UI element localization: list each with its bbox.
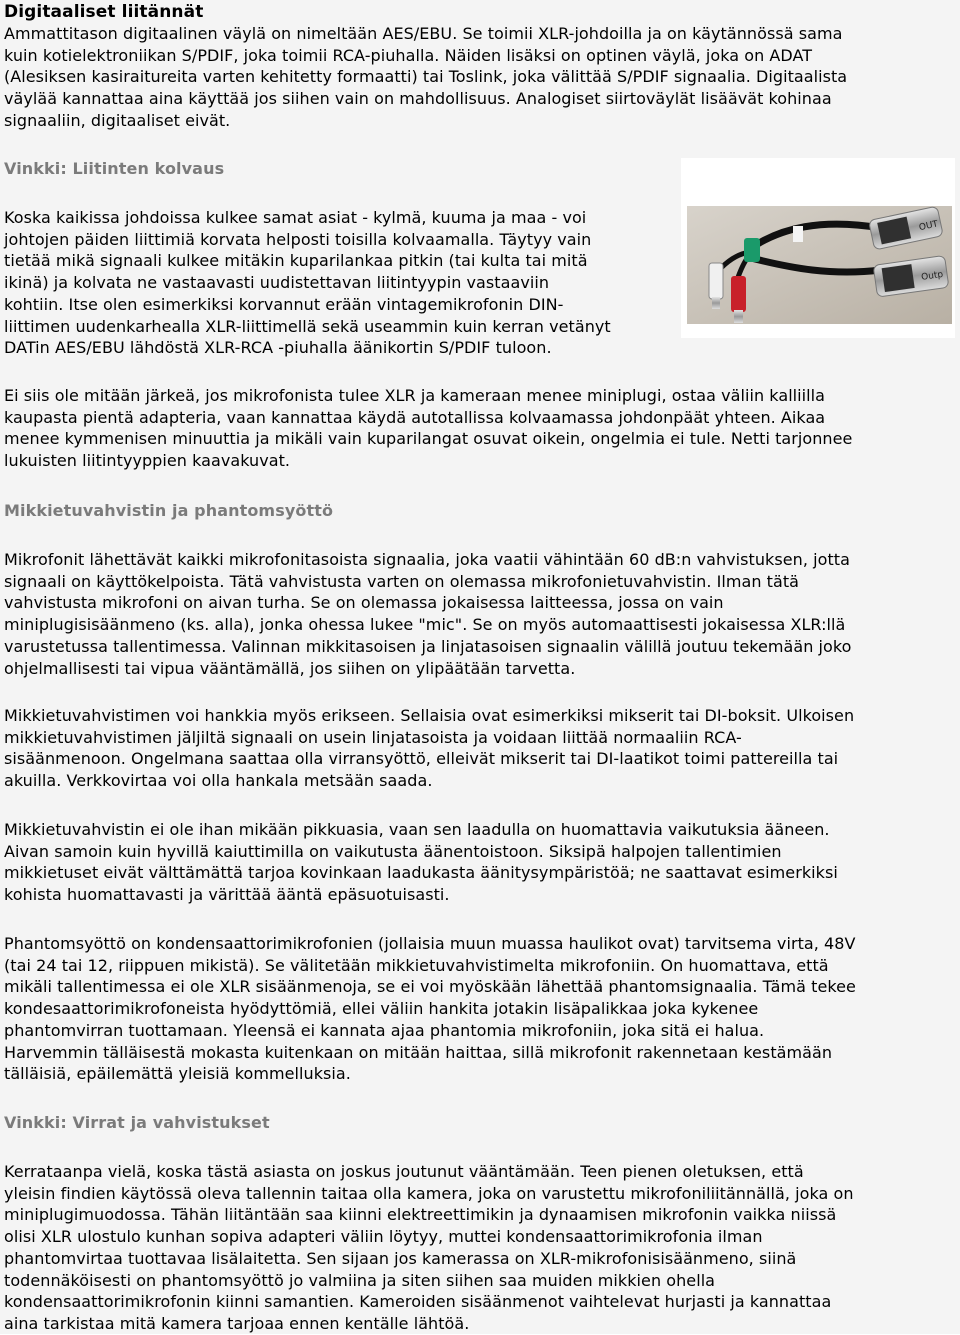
tip-title-power: Vinkki: Virrat ja vahvistukset xyxy=(4,1113,270,1132)
rca-plug-red xyxy=(731,276,746,312)
paragraph-preamp-2: Mikkietuvahvistimen voi hankkia myös erikseen. Sellaisia ovat esimerkiksi mikserit tai DI-boksit. Ulkoisen mikkietuvahvistimen jäljiltä signaali on usein linjatasoista ja voidaan liittää normaaliin RCA- sisäänmenoon. Ongelmana saattaa olla virransyöttö, elleivät mikserit tai DI-laatikot toimi pattereilla tai akuilla. Verkkovirtaa voi olla hankala metsään saada. xyxy=(4,706,855,791)
paragraph-soldering-2: Ei siis ole mitään järkeä, jos mikrofonista tulee XLR ja kameraan menee miniplugi, ostaa väliin kalliilla kaupasta pientä adapteria, vaan kannattaa käydä autotallissa kolvaamassa johdonpäät yhteen. Aikaa menee kymmenisen minuuttia ja mikäli vain kuparilangat osuvat oikein, ongelmia ei tule. Netti tarjonnee lukuisten liitintyyppien kaavakuvat. xyxy=(4,386,853,471)
rca-pin-red xyxy=(734,310,743,323)
xlr-label-lower: Outp xyxy=(920,269,944,283)
tip-title-soldering: Vinkki: Liitinten kolvaus xyxy=(4,159,225,178)
cable-image xyxy=(681,158,955,338)
green-splitter xyxy=(744,238,760,262)
xlr-rca-cable-photo xyxy=(681,158,955,338)
paragraph-preamp-1: Mikrofonit lähettävät kaikki mikrofonitasoista signaalia, joka vaatii vähintään 60 dB:n vahvistuksen, jotta signaali on käyttökelpoista. Tätä vahvistusta varten on olemassa mikrofonietuvahvistin. Ilman tätä vahvistusta mikrofoni on aivan turha. Se on olemassa jokaisessa laitteessa, jossa on vain miniplugisisäänmeno (ks. alla), jonka ohessa lukee "mic". Se on myös automaattisesti jokaisessa XLR:llä varustetussa tallentimessa. Valinnan mikkitasoisen ja linjatasoisen signaalin välillä joutuu tekemään joko ohjelmallisesti tai vipua vääntämällä, jos siihen on ylipäätään tarvetta. xyxy=(4,550,852,678)
paragraph-phantom: Phantomsyöttö on kondensaattorimikrofonien (jollaisia muun muassa haulikot ovat) tarvitsema virta, 48V (tai 24 tai 12, riippuen mikistä). Se välitetään mikkietuvahvistimelta mikrofoniin. On huomattava, että mikäli tallentimessa ei ole XLR sisäänmenoja, se ei voi myöskään lähettää phantomsignaalia. Tämä tekee kondesaattorimikrofoneista hyödyttömiä, ellei väliin hankita jotakin lisäpalikkaa joka kykenee phantomvirran tuottamaan. Yleensä ei kannata ajaa phantomia mikrofoniin, joka sitä ei halua. Harvemmin tälläisestä mokasta kuitenkaan on mitään haittaa, sillä mikrofonit rakennetaan kestämään tälläisiä, epäilemättä yleisiä kommelluksia. xyxy=(4,934,856,1084)
xlr-label-upper: OUT xyxy=(918,219,940,234)
paragraph-soldering: Koska kaikissa johdoissa kulkee samat asiat - kylmä, kuuma ja maa - voi johtojen päiden liittimiä korvata helposti toisilla kolvaamalla. Täytyy vain tietää mikä signaali kulkee mitäkin kuparilankaa pitkin (tai kulta tai mitä ikinä) ja kolvata ne vastaavasti uudistettavan liitintyypin vastaaviin kohtiin. Itse olen esimerkiksi korvannut erään vintagemikrofonin DIN- liittimen uudenkarhealla XLR-liittimellä sekä useammin kuin kerran vetänyt DATin AES/EBU lähdöstä XLR-RCA -piuhalla äänikortin S/PDIF tuloon. xyxy=(4,208,611,358)
cable-tape xyxy=(793,226,803,242)
rca-plug-white xyxy=(709,263,723,299)
paragraph-digital: Ammattitason digitaalinen väylä on nimeltään AES/EBU. Se toimii XLR-johdoilla ja on käytännössä sama kuin kotielektroniikan S/PDIF, joka toimii RCA-piuhalla. Näiden lisäksi on optinen väylä, joka on ADAT (Alesiksen kasiraitureita varten kehitetty formaatti) tai Toslink, joka välittää S/PDIF signaalia. Digitaalista väylää kannattaa aina käyttää jos siihen vain on mahdollisuus. Analogiset siirtoväylät lisäävät kohinaa signaaliin, digitaaliset eivät. xyxy=(4,24,848,130)
section-title-preamp: Mikkietuvahvistin ja phantomsyöttö xyxy=(4,501,334,520)
paragraph-power: Kerrataanpa vielä, koska tästä asiasta on joskus joutunut vääntämään. Teen pienen oletuksen, että yleisin findien käytössä oleva tallennin taitaa olla kamera, joka on varustettu mikrofoniliitännällä, joka on miniplugimuodossa. Tähän liitäntään saa kiinni elektreettimikin ja dynaamisen mikrofonin vaikka niissä olisi XLR ulostulo kunhan sopiva adapteri väliin löytyy, muttei kondensaattorimikrofonia ilman phantomvirtaa tuottavaa lisälaitetta. Sen sijaan jos kamerassa on XLR-mikrofonisisäänmeno, siinä todennäköisesti on phantomsyöttö jo valmiina ja siten siihen saa muiden mikkien ohella kondensaattorimikrofonin kiinni samantien. Kameroiden sisäänmenot vaihtelevat hurjasti ja kannattaa aina tarkistaa mitä kamera tarjoaa ennen kentälle lähtöä. xyxy=(4,1162,854,1333)
paragraph-preamp-3: Mikkietuvahvistin ei ole ihan mikään pikkuasia, vaan sen laadulla on huomattavia vaikutuksia ääneen. Aivan samoin kuin hyvillä kaiuttimilla on vaikutusta äänentoistoon. Siksipä halpojen tallentimien mikkietuset eivät välttämättä tarjoa kovinkaan laadukasta äänitysympäristöä; ne saattavat esimerkiksi kohista huomattavasti ja värittää ääntä epäsuotuisasti. xyxy=(4,820,838,905)
rca-pin-white xyxy=(712,297,720,309)
section-title-digital: Digitaaliset liitännät xyxy=(4,2,204,22)
